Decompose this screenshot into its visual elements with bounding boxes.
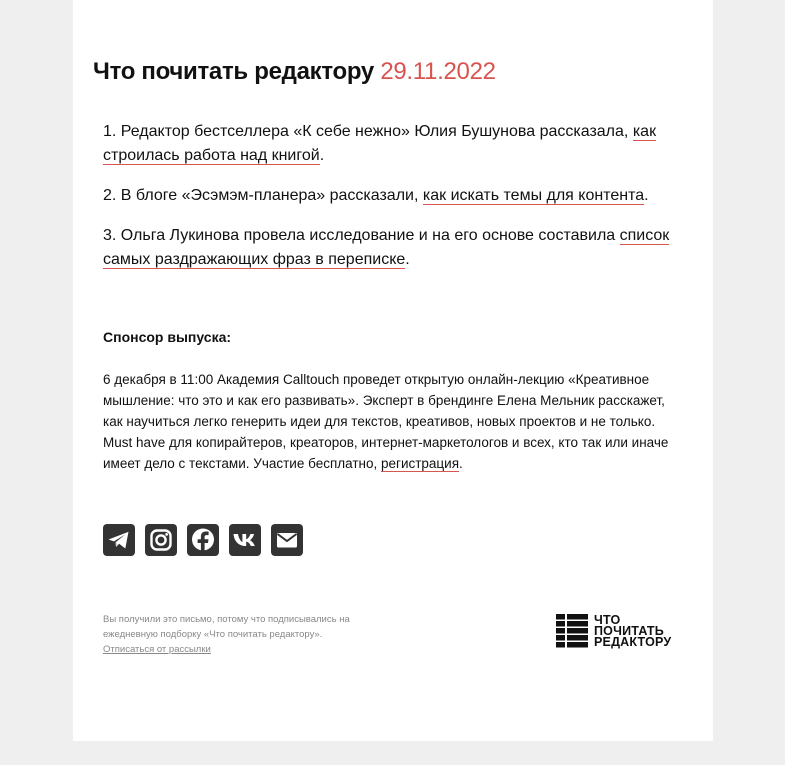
email-icon[interactable] bbox=[271, 524, 303, 556]
registration-link[interactable]: регистрация bbox=[381, 456, 460, 471]
item-text: 3. Ольга Лукинова провела исследование и на его основе составила bbox=[103, 227, 620, 244]
sponsor-body: 6 декабря в 11:00 Академия Calltouch проведет открытую онлайн-лекцию «Креативное мышление: что это и как его развивать». Эксперт в брендинге Елена Мельник расскажет, как научиться легко генерить идеи для текстов, креативов, новых проектов и не только. Must have для копирайтеров, креаторов, интернет-маркетологов и всех, кто так или иначе имеет дело с текстами. Участие бесплатно, bbox=[103, 372, 669, 471]
vk-icon[interactable] bbox=[229, 524, 261, 556]
logo-wordmark bbox=[594, 612, 672, 649]
page-title bbox=[93, 58, 496, 86]
telegram-icon[interactable] bbox=[103, 524, 135, 556]
logo-line: РЕДАКТОРУ bbox=[594, 634, 672, 649]
instagram-icon[interactable] bbox=[145, 524, 177, 556]
article-link[interactable]: как строилась работа над книгой bbox=[103, 123, 657, 164]
sponsor-label: Спонсор выпуска: bbox=[103, 329, 232, 345]
newsletter-card bbox=[73, 0, 713, 741]
article-list bbox=[103, 120, 683, 288]
brand-logo[interactable] bbox=[556, 614, 671, 648]
sponsor-text bbox=[103, 369, 688, 474]
logo-bars-icon bbox=[556, 614, 588, 648]
footer-note bbox=[103, 612, 383, 657]
list-item bbox=[103, 184, 683, 208]
unsubscribe-link[interactable]: Отписаться от рассылки bbox=[103, 644, 211, 655]
item-suffix: . bbox=[405, 251, 410, 268]
footer-message: Вы получили это письмо, потому что подписывались на ежедневную подборку «Что почитать редактору». bbox=[103, 614, 350, 640]
issue-date: 29.11.2022 bbox=[380, 58, 496, 85]
list-item bbox=[103, 120, 683, 168]
article-link[interactable]: как искать темы для контента bbox=[422, 187, 645, 204]
social-links bbox=[103, 524, 303, 556]
facebook-icon[interactable] bbox=[187, 524, 219, 556]
item-suffix: . bbox=[319, 147, 325, 164]
sponsor-suffix: . bbox=[459, 456, 463, 471]
logo-line: ПОЧИТАТЬ bbox=[594, 623, 664, 638]
item-text: 2. В блоге «Эсэмэм-планера» рассказали, bbox=[103, 187, 423, 204]
title-text: Что почитать редактору bbox=[93, 58, 374, 85]
item-text: 1. Редактор бестселлера «К себе нежно» Юлия Бушунова рассказала, bbox=[103, 123, 633, 140]
logo-line: ЧТО bbox=[594, 612, 621, 627]
list-item bbox=[103, 224, 683, 272]
article-link[interactable]: список самых раздражающих фраз в переписке bbox=[103, 227, 670, 268]
item-suffix: . bbox=[644, 187, 649, 204]
